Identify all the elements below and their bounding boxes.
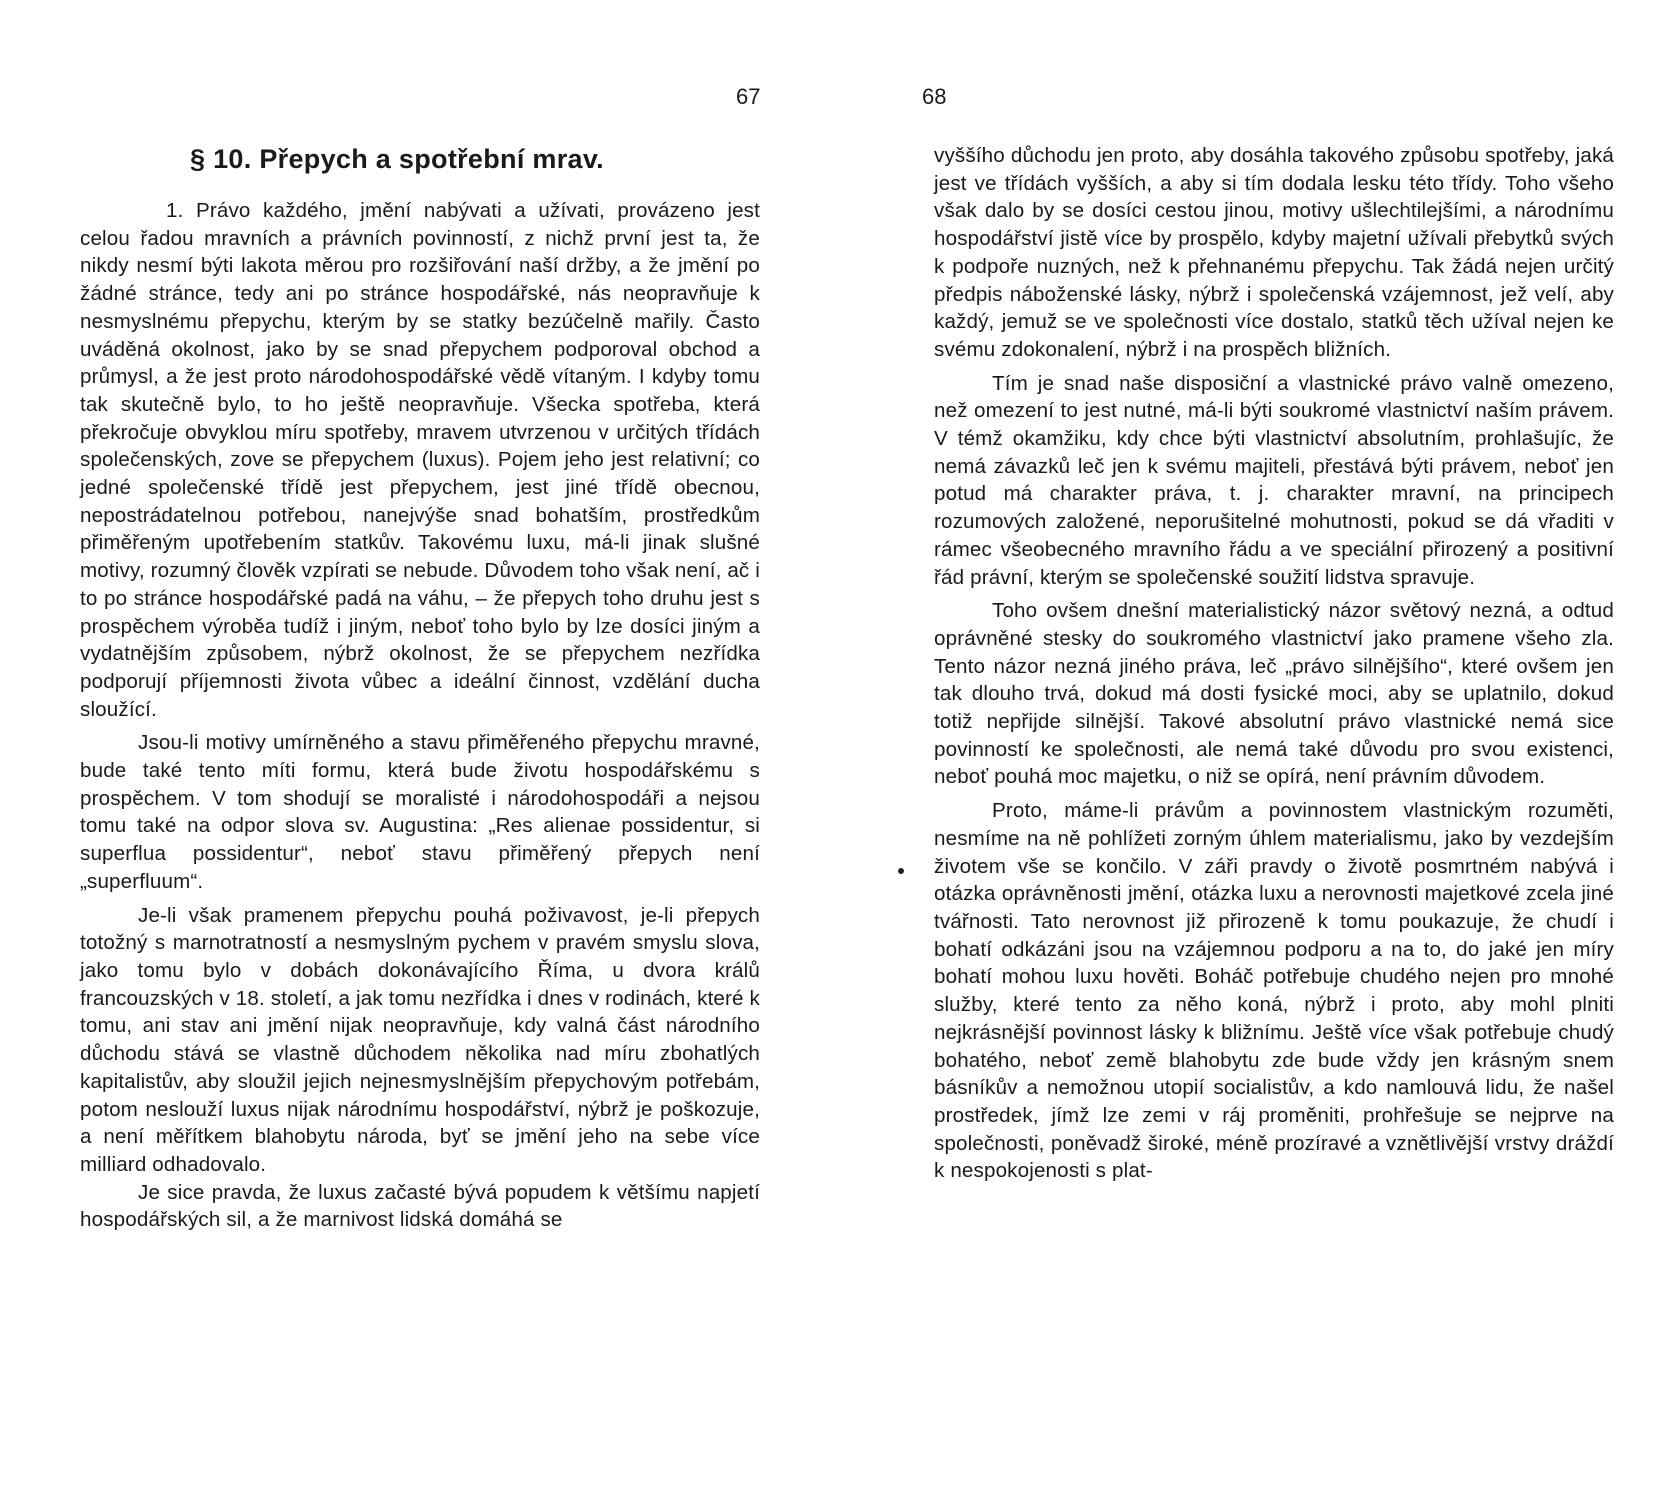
paragraph: Proto, máme-li právům a povinnostem vlastnickým rozuměti, nesmíme na ně pohlížeti zorným úhlem materialismu, jako by vezdejším životem vše se končilo. V záři pravdy o životě posmrtném nabývá i otázka oprávněnosti jmění, otázka luxu a nerovnosti majetkové zcela jiné tvářnosti. Tato nerovnost již přirozeně k tomu poukazuje, že chudí i bohatí odkázáni jsou na vzájemnou podporu a na to, do jaké jen míry bohatí mohou luxu hověti. Boháč potřebuje chudého nejen pro mnohé služby, které tento za něho koná, nýbrž i proto, aby mohl plniti nejkrásnější povinnost lásky k bližnímu. Ještě více však potřebuje chudý bohatého, neboť země blahobytu zde bude vždy jen krásným snem básníkův a nemožnou utopií socialistův, a kdo namlouvá lidu, že našel prostředek, jímž lze zemi v ráj proměniti, prohřešuje se nejprve na společnosti, poněvadž široké, méně prozíravé a vznětlivější vrstvy dráždí k nespokojenosti s plat- <box>934 799 1614 1183</box>
paragraph: Toho ovšem dnešní materialistický názor světový nezná, a odtud oprávněné stesky do soukromého vlastnictví jako pramene všeho zla. Tento názor nezná jiného práva, leč „právo silnějšího“, které ovšem jen tak dlouho trvá, dokud má dosti fysické moci, aby se uplatnilo, dokud totiž nepřijde silnější. Takové absolutní právo vlastnické nemá sice povinností ke společnosti, ale nemá také důvodu pro svou existenci, neboť pouhá moc majetku, o niž se opírá, není právním důvodem. <box>934 599 1614 789</box>
page-number: 67 <box>736 84 761 109</box>
page-number: 68 <box>922 84 947 109</box>
paragraph: Tím je snad naše disposiční a vlastnické právo valně omezeno, než omezení to jest nutné, má-li býti soukromé vlastnictví naším právem. V témž okamžiku, kdy chce býti vlastnictví absolutním, prohlašujíc, že nemá závazků leč jen k svému majiteli, přestává býti právem, neboť jen potud má charakter práva, t. j. charakter mravní, na principech rozumových založené, neporušitelné mohutnosti, pokud se dá vřaditi v rámec všeobecného mravního řádu a ve speciální přirozený a positivní řád právní, kterým se společenské soužití lidstva spravuje. <box>934 371 1614 589</box>
paragraph: Je-li však pramenem přepychu pouhá poživavost, je-li přepych totožný s marnotratností a nesmyslným pychem v pravém smyslu slova, jako tomu bylo v dobách dokonávajícího Říma, u dvora králů francouzských v 18. století, a jak tomu nezřídka i dnes v rodinách, které k tomu, ani stav ani jmění nijak neopravňuje, kdy valná část národního důchodu stává se vlastně důchodem několika nad míru zbohatlých kapitalistův, aby sloužil jejich nejnesmyslnějším přepychovým potřebám, potom neslouží luxus nijak národnímu hospodářství, nýbrž je poškozuje, a není měřítkem blahobytu národa, byť se jmění jeho na sebe více milliard odhadovalo. <box>80 903 760 1176</box>
body-text <box>80 197 760 1234</box>
ink-dot <box>898 868 904 874</box>
right-page <box>836 0 1672 1500</box>
body-text <box>934 142 1614 1185</box>
paragraph: 1. Právo každého, jmění nabývati a užívati, provázeno jest celou řadou mravních a právních povinností, z nichž první jest ta, že nikdy nesmí býti lakota měrou pro rozšiřování naší držby, a že jmění po žádné stránce, tedy ani po stránce hospodářské, nás neopravňuje k nesmyslnému přepychu, kterým by se statky bezúčelně mařily. Často uváděná okolnost, jako by se snad přepychem podporoval obchod a průmysl, a že jest proto národohospodářské vědě vítaným. I kdyby tomu tak skutečně bylo, to ho ještě neopravňuje. Všecka spotřeba, která překročuje obvyklou míru spotřeby, mravem utvrzenou v určitých třídách společenských, zove se přepychem (luxus). Pojem jeho jest relativní; co jedné společenské třídě jest přepychem, jest jiné třídě obecnou, nepostrádatelnou potřebou, nanejvýše snad bohatším, prostředkům přiměřeným upotřebením statkův. Takovému luxu, má-li jinak slušné motivy, rozumný člověk vzpírati se nebude. Důvodem toho však není, ač i to po stránce hospodářské padá na váhu, – že přepych toho druhu jest s prospěchem výroběa tudíž i jiným, neboť toho bylo by lze dosíci jiným a vydatnějším způsobem, nýbrž okolnost, že se přepychem nezřídka podporují příjemnosti života vůbec a ideální činnost, vzdělání ducha sloužící. <box>80 199 760 721</box>
paragraph: Je sice pravda, že luxus začasté bývá popudem k většímu napjetí hospodářských sil, a že marnivost lidská domáhá se <box>80 1180 760 1232</box>
paragraph: vyššího důchodu jen proto, aby dosáhla takového způsobu spotřeby, jaká jest ve třídách vyšších, a aby si tím dodala lesku této třídy. Toho všeho však dalo by se dosíci cestou jinou, motivy ušlechtilejšími, a národnímu hospodářství jistě více by prospělo, kdyby majetní užívali přebytků svých k podpoře nuzných, než k přehnanému přepychu. Tak žádá nejen určitý předpis náboženské lásky, nýbrž i společenská vzájemnost, jež velí, aby každý, jemuž se ve společnosti více dostalo, statků těch užíval nejen ke svému zdokonalení, nýbrž i na prospěch bližních. <box>934 144 1614 361</box>
paragraph: Jsou-li motivy umírněného a stavu přiměřeného přepychu mravné, bude také tento míti formu, která bude životu hospodářskému s prospěchem. V tom shodují se moralisté i národohospodáři a nejsou tomu také na odpor slova sv. Augustina: „Res alienae possidentur, si superflua possidentur“, neboť stavu přiměřený přepych není „superfluum“. <box>80 731 760 893</box>
section-heading: § 10. Přepych a spotřební mrav. <box>190 144 604 174</box>
